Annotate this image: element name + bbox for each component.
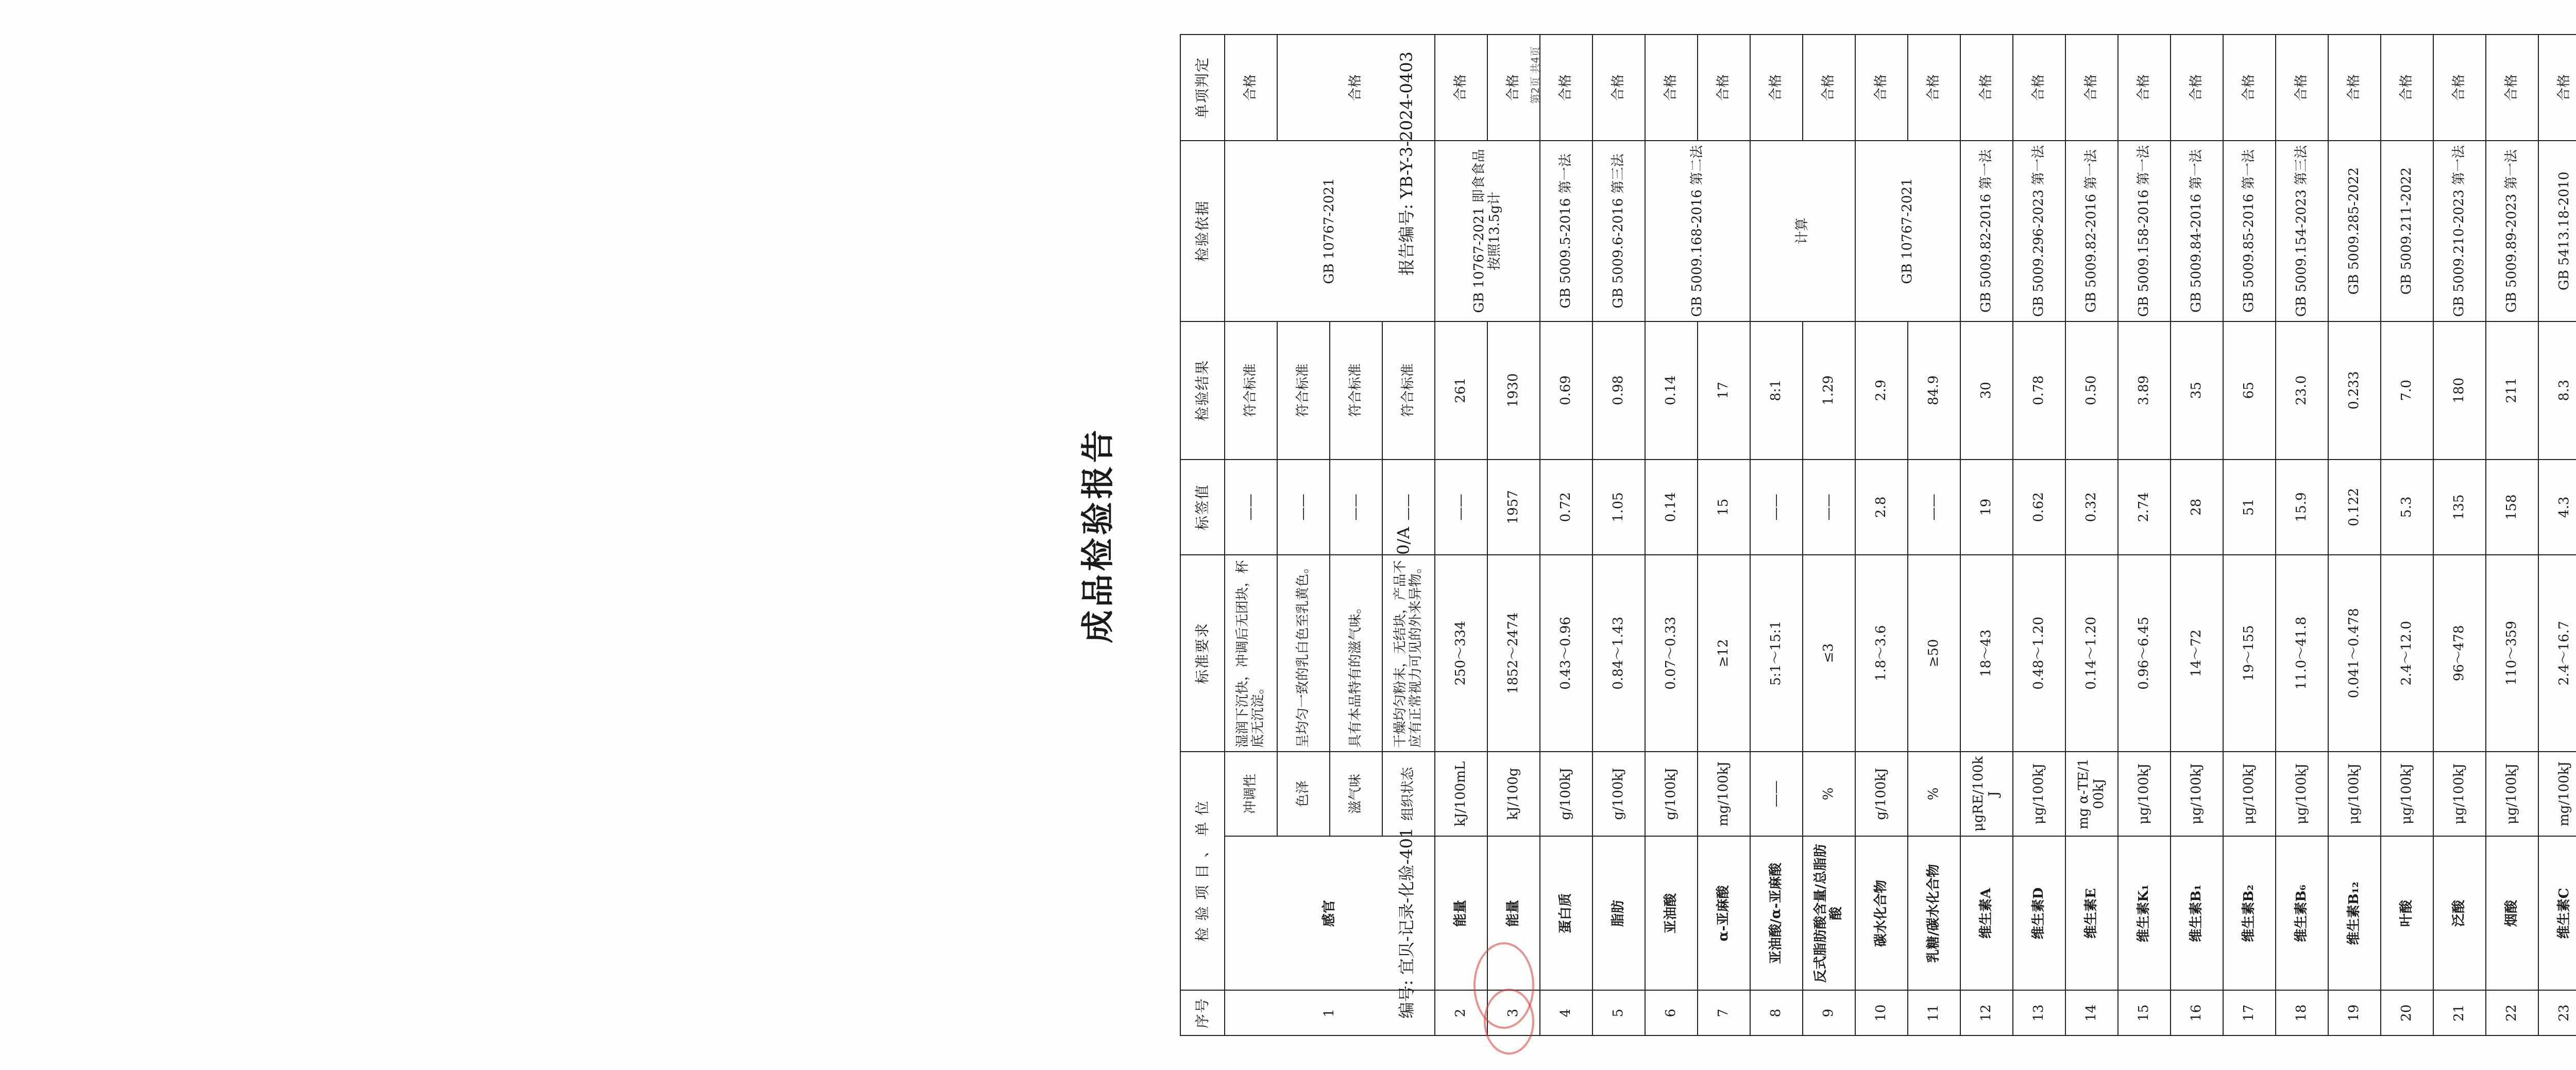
result-value: 30 bbox=[1960, 321, 2013, 460]
row-no: 4 bbox=[1540, 990, 1592, 1035]
standard-value: 呈均匀一致的乳白色至乳黄色。 bbox=[1277, 555, 1330, 751]
label-value: 2.74 bbox=[2118, 460, 2171, 555]
label-value: 0.32 bbox=[2065, 460, 2118, 555]
label-value: —— bbox=[1330, 460, 1382, 555]
table-row bbox=[1855, 35, 1908, 1035]
label-value: 28 bbox=[2171, 460, 2223, 555]
basis-value: GB 5009.168-2016 第二法 bbox=[1645, 141, 1750, 321]
label-value: 1957 bbox=[1487, 460, 1540, 555]
basis-value: 计算 bbox=[1750, 141, 1855, 321]
unit: μg/100kJ bbox=[2381, 752, 2433, 837]
label-value: 0.72 bbox=[1540, 460, 1592, 555]
standard-value: 1.8～3.6 bbox=[1855, 555, 1908, 751]
unit: g/100kJ bbox=[1855, 752, 1908, 837]
standard-value: 0.07～0.33 bbox=[1645, 555, 1698, 751]
row-no: 2 bbox=[1435, 990, 1487, 1035]
standard-value: 2.4～12.0 bbox=[2381, 555, 2433, 751]
standard-value: 2.4～16.7 bbox=[2538, 555, 2576, 751]
basis-value: GB 5009.84-2016 第一法 bbox=[2171, 141, 2223, 321]
label-value: —— bbox=[1803, 460, 1855, 555]
result-value: 3.89 bbox=[2118, 321, 2171, 460]
row-no: 5 bbox=[1592, 990, 1645, 1035]
unit: % bbox=[1908, 752, 1960, 837]
basis-value: GB 5009.158-2016 第一法 bbox=[2118, 141, 2171, 321]
unit: g/100kJ bbox=[1540, 752, 1592, 837]
table-row bbox=[2276, 35, 2328, 1035]
label-value: —— bbox=[1908, 460, 1960, 555]
verdict-value: 合格 bbox=[1277, 35, 1435, 141]
standard-value: ≥12 bbox=[1698, 555, 1750, 751]
label-value: 19 bbox=[1960, 460, 2013, 555]
unit: kJ/100g bbox=[1487, 752, 1540, 837]
item-name: 泛酸 bbox=[2433, 836, 2486, 990]
standard-value: 0.041～0.478 bbox=[2328, 555, 2381, 751]
header-result: 检验结果 bbox=[1180, 321, 1225, 460]
verdict-value: 合格 bbox=[2433, 35, 2486, 141]
item-name: 维生素K₁ bbox=[2118, 836, 2171, 990]
row-no: 14 bbox=[2065, 990, 2118, 1035]
sub-item: 色泽 bbox=[1277, 752, 1330, 837]
basis-value: GB 5009.85-2016 第一法 bbox=[2223, 141, 2276, 321]
item-name: 能量 bbox=[1435, 836, 1487, 990]
item-name: 蛋白质 bbox=[1540, 836, 1592, 990]
verdict-value: 合格 bbox=[1487, 35, 1540, 141]
result-value: 0.98 bbox=[1592, 321, 1645, 460]
standard-value: 0.96～6.45 bbox=[2118, 555, 2171, 751]
label-value: 1.05 bbox=[1592, 460, 1645, 555]
basis-value: GB 5009.210-2023 第一法 bbox=[2433, 141, 2486, 321]
sub-item: 冲调性 bbox=[1225, 752, 1277, 837]
row-no: 6 bbox=[1645, 990, 1698, 1035]
label-value: 15 bbox=[1698, 460, 1750, 555]
result-value: 符合标准 bbox=[1382, 321, 1435, 460]
result-value: 7.0 bbox=[2381, 321, 2433, 460]
table-row bbox=[2223, 35, 2276, 1035]
unit: μg/100kJ bbox=[2486, 752, 2538, 837]
row-no: 17 bbox=[2223, 990, 2276, 1035]
verdict-value: 合格 bbox=[2328, 35, 2381, 141]
result-value: 0.50 bbox=[2065, 321, 2118, 460]
verdict-value: 合格 bbox=[1645, 35, 1698, 141]
red-stamp bbox=[1484, 989, 1534, 1055]
standard-value: ≤3 bbox=[1803, 555, 1855, 751]
row-no: 23 bbox=[2538, 990, 2576, 1035]
basis-value: GB 5413.18-2010 bbox=[2538, 141, 2576, 321]
unit: μg/100kJ bbox=[2118, 752, 2171, 837]
verdict-value: 合格 bbox=[2276, 35, 2328, 141]
item-name: 脂肪 bbox=[1592, 836, 1645, 990]
row-no: 10 bbox=[1855, 990, 1908, 1035]
row-no: 21 bbox=[2433, 990, 2486, 1035]
result-value: 8:1 bbox=[1750, 321, 1803, 460]
table-row bbox=[2013, 35, 2065, 1035]
header-no: 序号 bbox=[1180, 990, 1225, 1035]
label-value: —— bbox=[1382, 460, 1435, 555]
item-name: 维生素B₁ bbox=[2171, 836, 2223, 990]
label-value: —— bbox=[1750, 460, 1803, 555]
standard-value: 250～334 bbox=[1435, 555, 1487, 751]
basis-value: GB 10767-2021 bbox=[1225, 141, 1435, 321]
basis-value: GB 5009.89-2023 第一法 bbox=[2486, 141, 2538, 321]
verdict-value: 合格 bbox=[2171, 35, 2223, 141]
row-no: 12 bbox=[1960, 990, 2013, 1035]
row-no: 22 bbox=[2486, 990, 2538, 1035]
header-label: 标签值 bbox=[1180, 460, 1225, 555]
unit: μgRE/100kJ bbox=[1960, 752, 2013, 837]
basis-value: GB 5009.82-2016 第一法 bbox=[2065, 141, 2118, 321]
document-code: 编号: 宜贝-记录-化验-401 bbox=[1397, 827, 1416, 1018]
row-no: 9 bbox=[1803, 990, 1855, 1035]
result-value: 261 bbox=[1435, 321, 1487, 460]
verdict-value: 合格 bbox=[2065, 35, 2118, 141]
unit: μg/100kJ bbox=[2171, 752, 2223, 837]
inspection-table bbox=[1180, 34, 2576, 1036]
basis-value: GB 5009.6-2016 第三法 bbox=[1592, 141, 1645, 321]
verdict-value: 合格 bbox=[1435, 35, 1487, 141]
item-name: 维生素D bbox=[2013, 836, 2065, 990]
result-value: 符合标准 bbox=[1225, 321, 1277, 460]
result-value: 23.0 bbox=[2276, 321, 2328, 460]
row-no: 8 bbox=[1750, 990, 1803, 1035]
standard-value: 0.14～1.20 bbox=[2065, 555, 2118, 751]
verdict-value: 合格 bbox=[2486, 35, 2538, 141]
table-row bbox=[1960, 35, 2013, 1035]
result-value: 8.3 bbox=[2538, 321, 2576, 460]
result-value: 0.233 bbox=[2328, 321, 2381, 460]
label-value: 5.3 bbox=[2381, 460, 2433, 555]
unit: g/100kJ bbox=[1592, 752, 1645, 837]
item-name: 乳糖/碳水化合物 bbox=[1908, 836, 1960, 990]
item-name: 维生素E bbox=[2065, 836, 2118, 990]
unit: μg/100kJ bbox=[2276, 752, 2328, 837]
result-value: 符合标准 bbox=[1330, 321, 1382, 460]
label-value: —— bbox=[1435, 460, 1487, 555]
basis-value: GB 5009.285-2022 bbox=[2328, 141, 2381, 321]
table-row bbox=[2328, 35, 2381, 1035]
label-value: 0.122 bbox=[2328, 460, 2381, 555]
basis-value: GB 10767-2021 bbox=[1855, 141, 1960, 321]
row-no: 15 bbox=[2118, 990, 2171, 1035]
header-basis: 检验依据 bbox=[1180, 141, 1225, 321]
table-row bbox=[2486, 35, 2538, 1035]
label-value: 0.14 bbox=[1645, 460, 1698, 555]
unit: % bbox=[1803, 752, 1855, 837]
sub-item: 滋气味 bbox=[1330, 752, 1382, 837]
item-name: 感官 bbox=[1225, 836, 1435, 990]
result-value: 0.78 bbox=[2013, 321, 2065, 460]
row-no: 19 bbox=[2328, 990, 2381, 1035]
standard-value: 19～155 bbox=[2223, 555, 2276, 751]
unit: μg/100kJ bbox=[2433, 752, 2486, 837]
row-no: 3 bbox=[1487, 990, 1540, 1035]
result-value: 符合标准 bbox=[1277, 321, 1330, 460]
basis-value: GB 10767-2021 即食食品按照13.5g计 bbox=[1435, 141, 1540, 321]
label-value: 135 bbox=[2433, 460, 2486, 555]
label-value: 158 bbox=[2486, 460, 2538, 555]
row-no: 16 bbox=[2171, 990, 2223, 1035]
result-value: 211 bbox=[2486, 321, 2538, 460]
standard-value: 0.84～1.43 bbox=[1592, 555, 1645, 751]
table-row bbox=[1592, 35, 1645, 1035]
verdict-value: 合格 bbox=[1225, 35, 1277, 141]
item-name: α-亚麻酸 bbox=[1698, 836, 1750, 990]
basis-value: GB 5009.211-2022 bbox=[2381, 141, 2433, 321]
standard-value: 0.43～0.96 bbox=[1540, 555, 1592, 751]
table-row bbox=[1540, 35, 1592, 1035]
verdict-value: 合格 bbox=[1540, 35, 1592, 141]
table-row bbox=[1645, 35, 1698, 1035]
verdict-value: 合格 bbox=[1698, 35, 1750, 141]
standard-value: 14～72 bbox=[2171, 555, 2223, 751]
basis-value: GB 5009.5-2016 第一法 bbox=[1540, 141, 1592, 321]
item-name: 维生素C bbox=[2538, 836, 2576, 990]
standard-value: 具有本品特有的滋气味。 bbox=[1330, 555, 1382, 751]
verdict-value: 合格 bbox=[2013, 35, 2065, 141]
row-no: 13 bbox=[2013, 990, 2065, 1035]
standard-value: 干燥均匀粉末，无结块，产品不应有正常视力可见的外来异物。 bbox=[1382, 555, 1435, 751]
verdict-value: 合格 bbox=[2381, 35, 2433, 141]
result-value: 1930 bbox=[1487, 321, 1540, 460]
item-name: 烟酸 bbox=[2486, 836, 2538, 990]
table-row bbox=[2433, 35, 2486, 1035]
item-name: 维生素B₂ bbox=[2223, 836, 2276, 990]
row-no: 20 bbox=[2381, 990, 2433, 1035]
table-row bbox=[2065, 35, 2118, 1035]
result-value: 0.14 bbox=[1645, 321, 1698, 460]
basis-value: GB 5009.82-2016 第一法 bbox=[1960, 141, 2013, 321]
standard-value: 18～43 bbox=[1960, 555, 2013, 751]
item-name: 亚油酸/α-亚麻酸 bbox=[1750, 836, 1803, 990]
page-number: 第2页 共4页 bbox=[1529, 46, 1541, 104]
unit: mg/100kJ bbox=[2538, 752, 2576, 837]
unit: μg/100kJ bbox=[2328, 752, 2381, 837]
unit: g/100kJ bbox=[1645, 752, 1698, 837]
verdict-value: 合格 bbox=[1908, 35, 1960, 141]
standard-value: ≥50 bbox=[1908, 555, 1960, 751]
table-row bbox=[2171, 35, 2223, 1035]
standard-value: 湿润下沉快，冲调后无团块，杯底无沉淀。 bbox=[1225, 555, 1277, 751]
item-name: 叶酸 bbox=[2381, 836, 2433, 990]
table-row bbox=[1225, 35, 1277, 1035]
unit: mg/100kJ bbox=[1698, 752, 1750, 837]
table-row bbox=[2118, 35, 2171, 1035]
report-title: 成品检验报告 bbox=[1079, 427, 1117, 643]
standard-value: 5:1～15:1 bbox=[1750, 555, 1803, 751]
header-verdict: 单项判定 bbox=[1180, 35, 1225, 141]
row-no: 11 bbox=[1908, 990, 1960, 1035]
unit: —— bbox=[1750, 752, 1803, 837]
label-value: —— bbox=[1225, 460, 1277, 555]
result-value: 65 bbox=[2223, 321, 2276, 460]
table-header-row bbox=[1180, 35, 1225, 1035]
label-value: 4.3 bbox=[2538, 460, 2576, 555]
label-value: 51 bbox=[2223, 460, 2276, 555]
unit: μg/100kJ bbox=[2013, 752, 2065, 837]
verdict-value: 合格 bbox=[1592, 35, 1645, 141]
item-name: 碳水化合物 bbox=[1855, 836, 1908, 990]
result-value: 17 bbox=[1698, 321, 1750, 460]
table-row bbox=[1435, 35, 1487, 1035]
verdict-value: 合格 bbox=[2538, 35, 2576, 141]
header-item: 检 验 项 目 、 单 位 bbox=[1180, 752, 1225, 991]
header-standard: 标准要求 bbox=[1180, 555, 1225, 751]
unit: kJ/100mL bbox=[1435, 752, 1487, 837]
label-value: —— bbox=[1277, 460, 1330, 555]
label-value: 0.62 bbox=[2013, 460, 2065, 555]
result-value: 180 bbox=[2433, 321, 2486, 460]
row-no: 7 bbox=[1698, 990, 1750, 1035]
item-name: 能量 bbox=[1487, 836, 1540, 990]
item-name: 反式脂肪酸含量/总脂肪酸 bbox=[1803, 836, 1855, 990]
verdict-value: 合格 bbox=[1803, 35, 1855, 141]
result-value: 84.9 bbox=[1908, 321, 1960, 460]
basis-value: GB 5009.296-2023 第一法 bbox=[2013, 141, 2065, 321]
row-no: 1 bbox=[1225, 990, 1435, 1035]
unit: mg α-TE/100kJ bbox=[2065, 752, 2118, 837]
label-value: 2.8 bbox=[1855, 460, 1908, 555]
standard-value: 110～359 bbox=[2486, 555, 2538, 751]
basis-value: GB 5009.154-2023 第三法 bbox=[2276, 141, 2328, 321]
standard-value: 1852～2474 bbox=[1487, 555, 1540, 751]
verdict-value: 合格 bbox=[1855, 35, 1908, 141]
report-number: 报告编号: YB-Y-3-2024-0403 bbox=[1397, 52, 1416, 276]
version-label: 0/A bbox=[1394, 526, 1413, 555]
standard-value: 0.48～1.20 bbox=[2013, 555, 2065, 751]
item-name: 维生素A bbox=[1960, 836, 2013, 990]
table-row bbox=[2538, 35, 2576, 1035]
verdict-value: 合格 bbox=[1750, 35, 1803, 141]
result-value: 35 bbox=[2171, 321, 2223, 460]
standard-value: 11.0～41.8 bbox=[2276, 555, 2328, 751]
verdict-value: 合格 bbox=[2118, 35, 2171, 141]
unit: μg/100kJ bbox=[2223, 752, 2276, 837]
item-name: 维生素B₁₂ bbox=[2328, 836, 2381, 990]
label-value: 15.9 bbox=[2276, 460, 2328, 555]
item-name: 亚油酸 bbox=[1645, 836, 1698, 990]
verdict-value: 合格 bbox=[2223, 35, 2276, 141]
table-row bbox=[1750, 35, 1803, 1035]
result-value: 1.29 bbox=[1803, 321, 1855, 460]
table-row bbox=[2381, 35, 2433, 1035]
verdict-value: 合格 bbox=[1960, 35, 2013, 141]
result-value: 2.9 bbox=[1855, 321, 1908, 460]
result-value: 0.69 bbox=[1540, 321, 1592, 460]
standard-value: 96～478 bbox=[2433, 555, 2486, 751]
row-no: 18 bbox=[2276, 990, 2328, 1035]
item-name: 维生素B₆ bbox=[2276, 836, 2328, 990]
sub-item: 组织状态 bbox=[1382, 752, 1435, 837]
